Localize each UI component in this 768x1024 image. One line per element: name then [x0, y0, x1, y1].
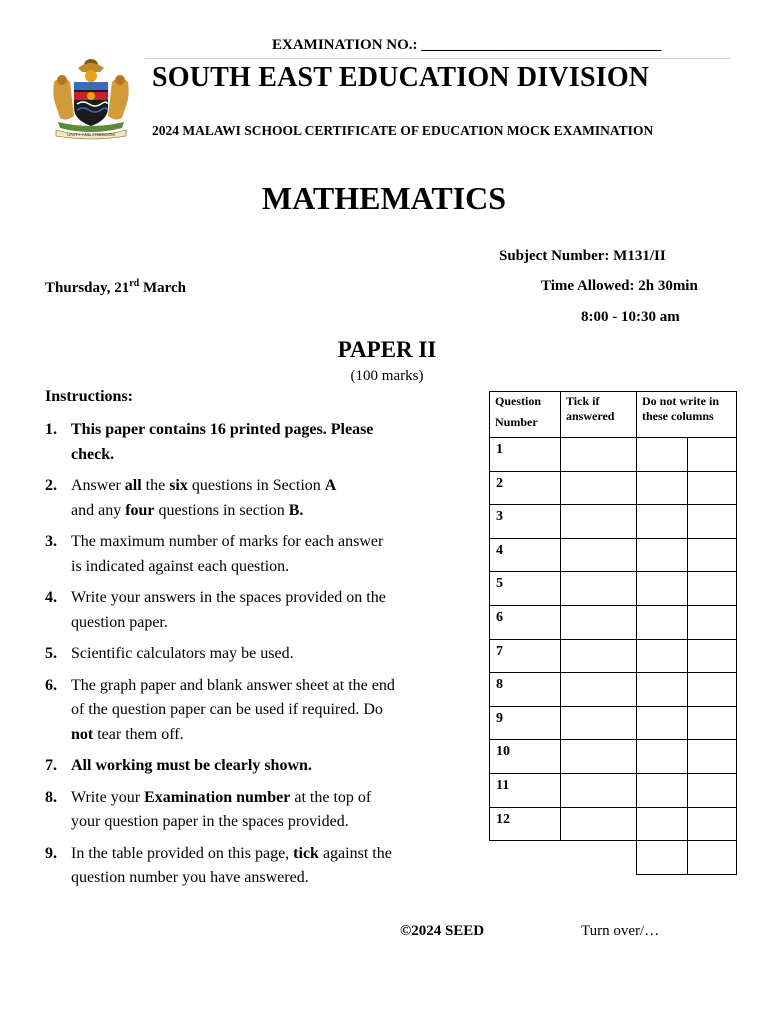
question-number-cell: 8	[489, 672, 561, 707]
examiner-cell	[687, 504, 737, 539]
tick-cell[interactable]	[560, 672, 637, 707]
question-number-cell: 5	[489, 571, 561, 606]
instructions-heading: Instructions:	[45, 388, 134, 405]
examiner-cell	[636, 605, 688, 640]
examination-number-label: EXAMINATION NO.: ________________________________	[272, 37, 662, 53]
examiner-cell	[636, 706, 688, 741]
examiner-cell	[636, 672, 688, 707]
examiner-cell	[687, 672, 737, 707]
instruction-item: 9. In the table provided on this page, tick against the question number you have answered.	[45, 844, 392, 886]
examiner-cell	[636, 437, 688, 472]
tick-cell[interactable]	[560, 807, 637, 842]
instruction-item: 1. This paper contains 16 printed pages. Please check.	[45, 421, 374, 463]
examiner-cell	[687, 773, 737, 808]
copyright: ©2024 SEED	[400, 923, 485, 939]
turn-over: Turn over/…	[581, 923, 660, 939]
examiner-cell	[636, 571, 688, 606]
examiner-cell	[687, 605, 737, 640]
tick-cell[interactable]	[560, 706, 637, 741]
header-tick-if-answered: Tick if answered	[560, 391, 637, 438]
tick-cell[interactable]	[560, 739, 637, 774]
tick-cell[interactable]	[560, 538, 637, 573]
examiner-total-cell	[687, 840, 737, 875]
question-number-cell: 9	[489, 706, 561, 741]
examiner-cell	[636, 773, 688, 808]
question-number-cell: 11	[489, 773, 561, 808]
examiner-cell	[687, 538, 737, 573]
examiner-cell	[687, 807, 737, 842]
question-number-cell: 4	[489, 538, 561, 573]
examiner-cell	[687, 571, 737, 606]
tick-cell[interactable]	[560, 773, 637, 808]
tick-cell[interactable]	[560, 471, 637, 506]
subject-number: Subject Number: M131/II	[499, 248, 666, 264]
header-question-number: Question Number	[489, 391, 561, 438]
tick-cell[interactable]	[560, 437, 637, 472]
tick-cell[interactable]	[560, 571, 637, 606]
examiner-cell	[636, 504, 688, 539]
instruction-item: 4. Write your answers in the spaces provided on the question paper.	[45, 589, 386, 631]
paper-title: PAPER II	[337, 337, 437, 362]
subject-title: MATHEMATICS	[261, 180, 507, 216]
instruction-item: 3. The maximum number of marks for each answer is indicated against each question.	[45, 533, 384, 575]
examiner-cell	[636, 739, 688, 774]
examiner-cell	[687, 739, 737, 774]
instruction-item: 8. Write your Examination number at the top of your question paper in the spaces provided.	[45, 788, 372, 830]
examiner-cell	[636, 807, 688, 842]
header-do-not-write: Do not write in these columns	[636, 391, 737, 438]
question-number-cell: 3	[489, 504, 561, 539]
instructions-list	[45, 418, 395, 898]
examiner-cell	[687, 437, 737, 472]
question-number-cell: 10	[489, 739, 561, 774]
svg-text:UNITY AND FREEDOM: UNITY AND FREEDOM	[67, 132, 115, 137]
question-number-cell: 6	[489, 605, 561, 640]
examiner-cell	[636, 639, 688, 674]
examiner-cell	[687, 471, 737, 506]
time-allowed: Time Allowed: 2h 30min	[541, 278, 698, 294]
question-number-cell: 12	[489, 807, 561, 842]
examiner-cell	[687, 639, 737, 674]
question-number-cell: 2	[489, 471, 561, 506]
examiner-cell	[636, 538, 688, 573]
total-marks: (100 marks)	[350, 368, 424, 384]
tick-cell[interactable]	[560, 605, 637, 640]
tick-cell[interactable]	[560, 639, 637, 674]
examiner-cell	[687, 706, 737, 741]
instruction-item: 6. The graph paper and blank answer sheet at the end of the question paper can be used if required. Do not tear them off.	[45, 676, 395, 743]
header-rule	[145, 58, 730, 59]
examiner-total-cell	[636, 840, 688, 875]
question-number-cell: 1	[489, 437, 561, 472]
time-range: 8:00 - 10:30 am	[581, 309, 680, 325]
examiner-cell	[636, 471, 688, 506]
exam-date: Thursday, 21rd March	[45, 278, 186, 296]
exam-title: 2024 MALAWI SCHOOL CERTIFICATE OF EDUCATION MOCK EXAMINATION	[152, 123, 654, 138]
instruction-item: 7. All working must be clearly shown.	[45, 757, 312, 774]
question-number-cell: 7	[489, 639, 561, 674]
malawi-coat-of-arms-icon	[48, 56, 134, 140]
instruction-item: 5. Scientific calculators may be used.	[45, 645, 294, 662]
tick-cell[interactable]	[560, 504, 637, 539]
division-title: SOUTH EAST EDUCATION DIVISION	[152, 62, 650, 93]
instruction-item: 2. Answer all the six questions in Section A and any four questions in section B.	[45, 477, 337, 519]
